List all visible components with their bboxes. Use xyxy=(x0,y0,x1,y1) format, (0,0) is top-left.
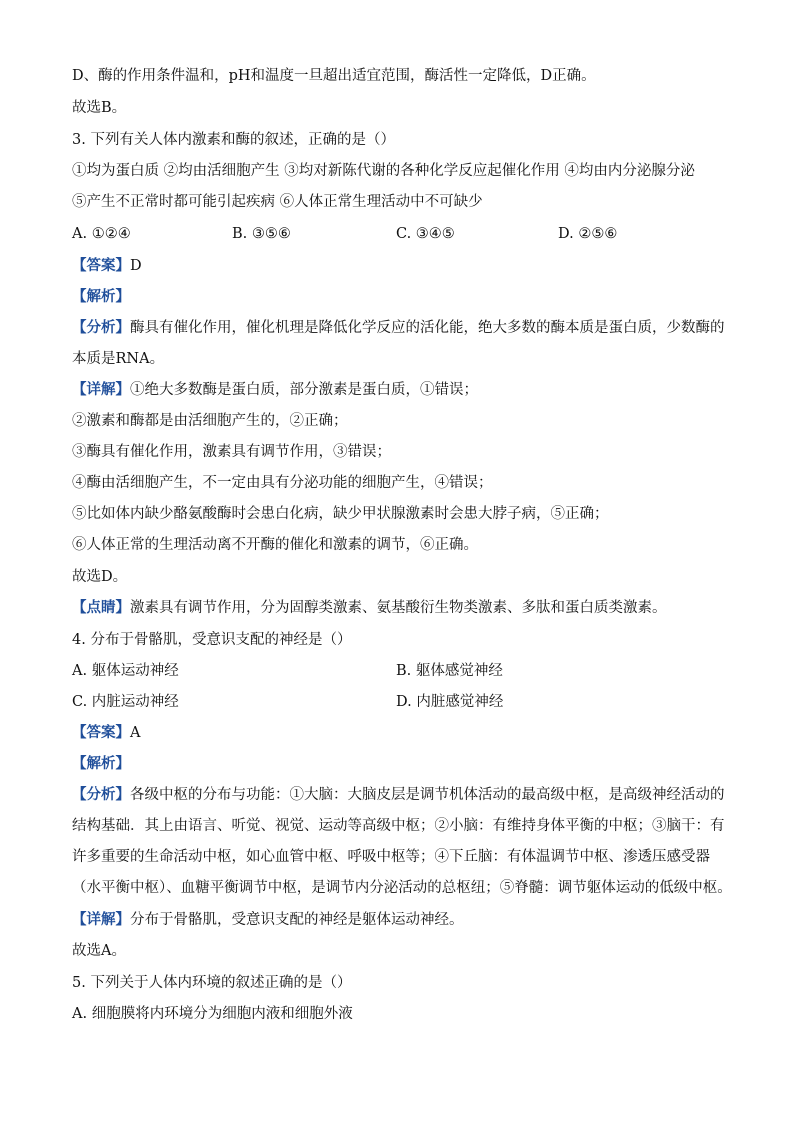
question-3-comment xyxy=(72,598,732,618)
choose-statement: 故选B。 xyxy=(72,100,127,116)
question-3-answer xyxy=(72,256,732,276)
answer-tag: 【答案】 xyxy=(72,257,130,274)
question-3-option-c: C. ③④⑤ xyxy=(396,226,455,242)
fenxi-text: 酶具有催化作用，催化机理是降低化学反应的活化能，绝大多数的酶本质是蛋白质，少数酶的本质是RNA。 xyxy=(72,320,725,367)
fenxi-text: 各级中枢的分布与功能：①大脑：大脑皮层是调节机体活动的最高级中枢，是高级神经活动的结构基础．其上由语言、听觉、视觉、运动等高级中枢；②小脑：有维持身体平衡的中枢；③脑干：有许多重要的生命活动中枢，如心血管中枢、呼吸中枢等；④下丘脑：有体温调节中枢、渗透压感受器（水平衡中枢）、血糖平衡调节中枢，是调节内分泌活动的总枢纽；⑤脊髓：调节躯体运动的低级中枢。 xyxy=(72,787,732,896)
question-4-option-a: A. 躯体运动神经 xyxy=(72,663,179,679)
question-3-stem: 3. 下列有关人体内激素和酶的叙述，正确的是（） xyxy=(72,132,395,148)
fenxi-tag: 【分析】 xyxy=(72,319,130,336)
question-3-statements-1: ①均为蛋白质 ②均由活细胞产生 ③均对新陈代谢的各种化学反应起催化作用 ④均由内分泌腺分泌 xyxy=(72,163,695,179)
question-3-detail-5: ⑤比如体内缺少酪氨酸酶时会患白化病，缺少甲状腺激素时会患大脖子病，⑤正确； xyxy=(72,506,609,522)
fenxi-tag: 【分析】 xyxy=(72,786,130,803)
question-4-stem: 4. 分布于骨骼肌，受意识支配的神经是（） xyxy=(72,632,352,648)
question-3-option-a: A. ①②④ xyxy=(72,226,131,242)
question-4-answer xyxy=(72,723,732,743)
question-3-detail-3: ③酶具有催化作用，激素具有调节作用，③错误； xyxy=(72,444,391,460)
option-d-explanation: D、酶的作用条件温和，pH和温度一旦超出适宜范围，酶活性一定降低，D正确。 xyxy=(72,68,596,84)
question-3-choose: 故选D。 xyxy=(72,569,128,585)
question-3-detail-1 xyxy=(72,380,732,400)
question-3-option-d: D. ②⑤⑥ xyxy=(558,226,618,242)
question-3-statements-2: ⑤产生不正常时都可能引起疾病 ⑥人体正常生理活动中不可缺少 xyxy=(72,194,483,210)
question-4-fenxi xyxy=(72,779,732,904)
comment-tag: 【点睛】 xyxy=(72,599,130,616)
detail-text: 分布于骨骼肌，受意识支配的神经是躯体运动神经。 xyxy=(130,912,464,928)
question-3-analysis-heading xyxy=(72,287,732,307)
question-3-fenxi xyxy=(72,312,732,375)
question-4-option-b: B. 躯体感觉神经 xyxy=(396,663,503,679)
question-4-analysis-heading xyxy=(72,754,732,774)
detail-tag: 【详解】 xyxy=(72,911,130,928)
question-3-option-b: B. ③⑤⑥ xyxy=(232,226,291,242)
detail-tag: 【详解】 xyxy=(72,381,130,398)
analysis-tag: 【解析】 xyxy=(72,288,130,305)
analysis-tag: 【解析】 xyxy=(72,755,130,772)
question-5-option-a: A. 细胞膜将内环境分为细胞内液和细胞外液 xyxy=(72,1006,353,1022)
answer-tag: 【答案】 xyxy=(72,724,130,741)
question-3-detail-2: ②激素和酶都是由活细胞产生的，②正确； xyxy=(72,413,348,429)
answer-value: D xyxy=(130,258,142,274)
question-4-option-c: C. 内脏运动神经 xyxy=(72,694,179,710)
question-4-choose: 故选A。 xyxy=(72,943,126,959)
answer-value: A xyxy=(130,725,141,741)
comment-text: 激素具有调节作用，分为固醇类激素、氨基酸衍生物类激素、多肽和蛋白质类激素。 xyxy=(130,600,667,616)
question-4-detail xyxy=(72,910,732,930)
detail-text: ①绝大多数酶是蛋白质，部分激素是蛋白质，①错误； xyxy=(130,382,478,398)
question-5-stem: 5. 下列关于人体内环境的叙述正确的是（） xyxy=(72,975,352,991)
question-3-detail-6: ⑥人体正常的生理活动离不开酶的催化和激素的调节，⑥正确。 xyxy=(72,537,478,553)
question-3-detail-4: ④酶由活细胞产生，不一定由具有分泌功能的细胞产生，④错误； xyxy=(72,475,493,491)
question-4-option-d: D. 内脏感觉神经 xyxy=(396,694,504,710)
